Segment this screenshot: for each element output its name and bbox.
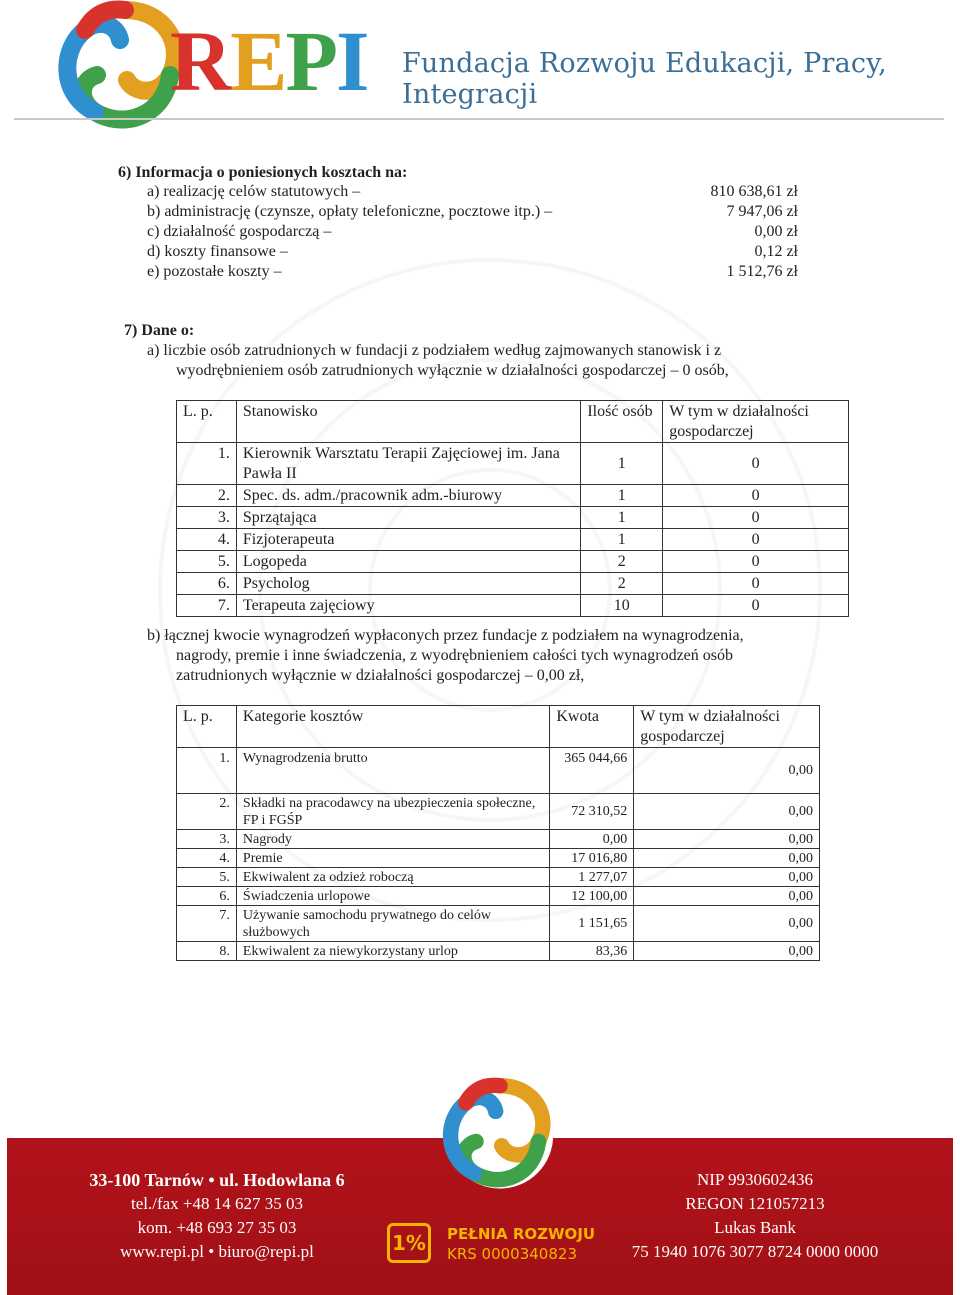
section7b-text-line3: zatrudnionych wyłącznie w działalności gospodarczej – 0,00 zł,	[176, 667, 585, 684]
amount-cell: 17 016,80	[550, 849, 634, 868]
amount-cell: 72 310,52	[550, 794, 634, 830]
business-amount-cell: 0,00	[634, 830, 820, 849]
row-number: 5.	[177, 868, 237, 887]
table-row	[177, 868, 820, 887]
header-cell: Stanowisko	[236, 401, 580, 443]
table-row	[177, 906, 820, 942]
category-cell: Ekwiwalent za niewykorzystany urlop	[236, 942, 549, 961]
repi-logo-text: REPI	[170, 13, 368, 109]
business-amount-cell: 0,00	[634, 794, 820, 830]
footer-web-email: www.repi.pl • biuro@repi.pl	[120, 1242, 314, 1261]
position-cell: Spec. ds. adm./pracownik adm.-biurowy	[236, 485, 580, 507]
row-number: 7.	[177, 906, 237, 942]
cost-item-label: d) koszty finansowe –	[147, 243, 288, 260]
row-number: 7.	[177, 595, 237, 617]
position-cell: Terapeuta zajęciowy	[236, 595, 580, 617]
row-number: 3.	[177, 830, 237, 849]
section6-title: 6) Informacja o poniesionych kosztach na:	[118, 164, 408, 181]
cost-item-amount: 0,00 zł	[754, 223, 798, 240]
category-cell: Nagrody	[236, 830, 549, 849]
row-number: 5.	[177, 551, 237, 573]
amount-cell: 365 044,66	[550, 748, 634, 794]
business-amount-cell: 0,00	[634, 868, 820, 887]
campaign-name: PEŁNIA ROZWOJU	[447, 1225, 596, 1243]
count-cell: 10	[581, 595, 663, 617]
business-count-cell: 0	[663, 443, 849, 485]
regon: REGON 121057213	[685, 1194, 825, 1213]
row-number: 6.	[177, 573, 237, 595]
header-cell: Kategorie kosztów	[236, 706, 549, 748]
business-count-cell: 0	[663, 529, 849, 551]
krs-number: KRS 0000340823	[447, 1245, 577, 1263]
business-count-cell: 0	[663, 595, 849, 617]
header-cell: Kwota	[550, 706, 634, 748]
category-cell: Świadczenia urlopowe	[236, 887, 549, 906]
repi-footer-logo-icon	[440, 1070, 560, 1200]
foundation-tagline: Fundacja Rozwoju Edukacji, Pracy, Integracji	[402, 48, 887, 110]
row-number: 2.	[177, 794, 237, 830]
table-row	[177, 748, 820, 794]
section7b-text-line2: nagrody, premie i inne świadczenia, z wyodrębnieniem całości tych wynagrodzeń osób	[176, 647, 733, 664]
table-row	[177, 443, 849, 485]
table-row	[177, 507, 849, 529]
amount-cell: 0,00	[550, 830, 634, 849]
category-cell: Ekwiwalent za odzież roboczą	[236, 868, 549, 887]
footer-contact	[72, 1168, 362, 1264]
count-cell: 1	[581, 443, 663, 485]
business-count-cell: 0	[663, 551, 849, 573]
header-cell: Ilość osób	[581, 401, 663, 443]
table-row	[177, 595, 849, 617]
amount-cell: 1 277,07	[550, 868, 634, 887]
bank-account: 75 1940 1076 3077 8724 0000 0000	[631, 1242, 879, 1261]
business-amount-cell: 0,00	[634, 942, 820, 961]
table-row	[177, 794, 820, 830]
table-row	[177, 551, 849, 573]
table-row	[177, 529, 849, 551]
amount-cell: 83,36	[550, 942, 634, 961]
footer-registry	[605, 1168, 905, 1264]
employees-table	[176, 400, 849, 617]
position-cell: Psycholog	[236, 573, 580, 595]
position-cell: Sprzątająca	[236, 507, 580, 529]
count-cell: 1	[581, 507, 663, 529]
cost-item-label: e) pozostałe koszty –	[147, 263, 282, 280]
section7a-text-line1: a) liczbie osób zatrudnionych w fundacji z podziałem według zajmowanych stanowisk i z	[147, 342, 722, 359]
one-percent-badge-icon: 1%	[387, 1223, 431, 1263]
business-count-cell: 0	[663, 485, 849, 507]
business-count-cell: 0	[663, 507, 849, 529]
footer-mobile: kom. +48 693 27 35 03	[137, 1218, 297, 1237]
cost-item-label: b) administrację (czynsze, opłaty telefoniczne, pocztowe itp.) –	[147, 203, 553, 220]
table-row	[177, 830, 820, 849]
section7-title: 7) Dane o:	[124, 322, 195, 339]
cost-item-label: a) realizację celów statutowych –	[147, 183, 361, 200]
position-cell: Logopeda	[236, 551, 580, 573]
row-number: 4.	[177, 529, 237, 551]
row-number: 4.	[177, 849, 237, 868]
category-cell: Składki na pracodawcy na ubezpieczenia społeczne, FP i FGŚP	[236, 794, 549, 830]
one-percent-text	[447, 1224, 595, 1264]
header-divider	[14, 118, 944, 120]
count-cell: 2	[581, 573, 663, 595]
header-cell: W tym w działalności gospodarczej	[634, 706, 820, 748]
table-row	[177, 485, 849, 507]
header-cell: W tym w działalności gospodarczej	[663, 401, 849, 443]
row-number: 6.	[177, 887, 237, 906]
table-row	[177, 573, 849, 595]
business-amount-cell: 0,00	[634, 748, 820, 794]
row-number: 1.	[177, 748, 237, 794]
section7b-text-line1: b) łącznej kwocie wynagrodzeń wypłaconych przez fundacje z podziałem na wynagrodzenia,	[147, 627, 744, 644]
count-cell: 2	[581, 551, 663, 573]
cost-item-label: c) działalność gospodarczą –	[147, 223, 332, 240]
business-amount-cell: 0,00	[634, 849, 820, 868]
business-amount-cell: 0,00	[634, 887, 820, 906]
nip: NIP 9930602436	[696, 1170, 813, 1189]
amount-cell: 12 100,00	[550, 887, 634, 906]
salaries-table	[176, 705, 820, 961]
section7a-text-line2: wyodrębnieniem osób zatrudnionych wyłącznie w działalności gospodarczej – 0 osób,	[176, 362, 729, 379]
cost-item-amount: 0,12 zł	[754, 243, 798, 260]
amount-cell: 1 151,65	[550, 906, 634, 942]
row-number: 3.	[177, 507, 237, 529]
row-number: 1.	[177, 443, 237, 485]
table-row	[177, 887, 820, 906]
table-header-row	[177, 401, 849, 443]
cost-item-amount: 810 638,61 zł	[710, 183, 798, 200]
footer-phone: tel./fax +48 14 627 35 03	[130, 1194, 303, 1213]
count-cell: 1	[581, 529, 663, 551]
header-cell: L. p.	[177, 401, 237, 443]
cost-item-amount: 1 512,76 zł	[726, 263, 798, 280]
position-cell: Fizjoterapeuta	[236, 529, 580, 551]
cost-item-amount: 7 947,06 zł	[726, 203, 798, 220]
category-cell: Wynagrodzenia brutto	[236, 748, 549, 794]
business-count-cell: 0	[663, 573, 849, 595]
category-cell: Premie	[236, 849, 549, 868]
page-header	[0, 0, 960, 135]
table-row	[177, 942, 820, 961]
business-amount-cell: 0,00	[634, 906, 820, 942]
category-cell: Używanie samochodu prywatnego do celów służbowych	[236, 906, 549, 942]
row-number: 8.	[177, 942, 237, 961]
row-number: 2.	[177, 485, 237, 507]
bank-name: Lukas Bank	[714, 1218, 796, 1237]
table-row	[177, 849, 820, 868]
header-cell: L. p.	[177, 706, 237, 748]
count-cell: 1	[581, 485, 663, 507]
footer-address: 33-100 Tarnów • ul. Hodowlana 6	[89, 1170, 345, 1190]
table-header-row	[177, 706, 820, 748]
position-cell: Kierownik Warsztatu Terapii Zajęciowej im. Jana Pawła II	[236, 443, 580, 485]
